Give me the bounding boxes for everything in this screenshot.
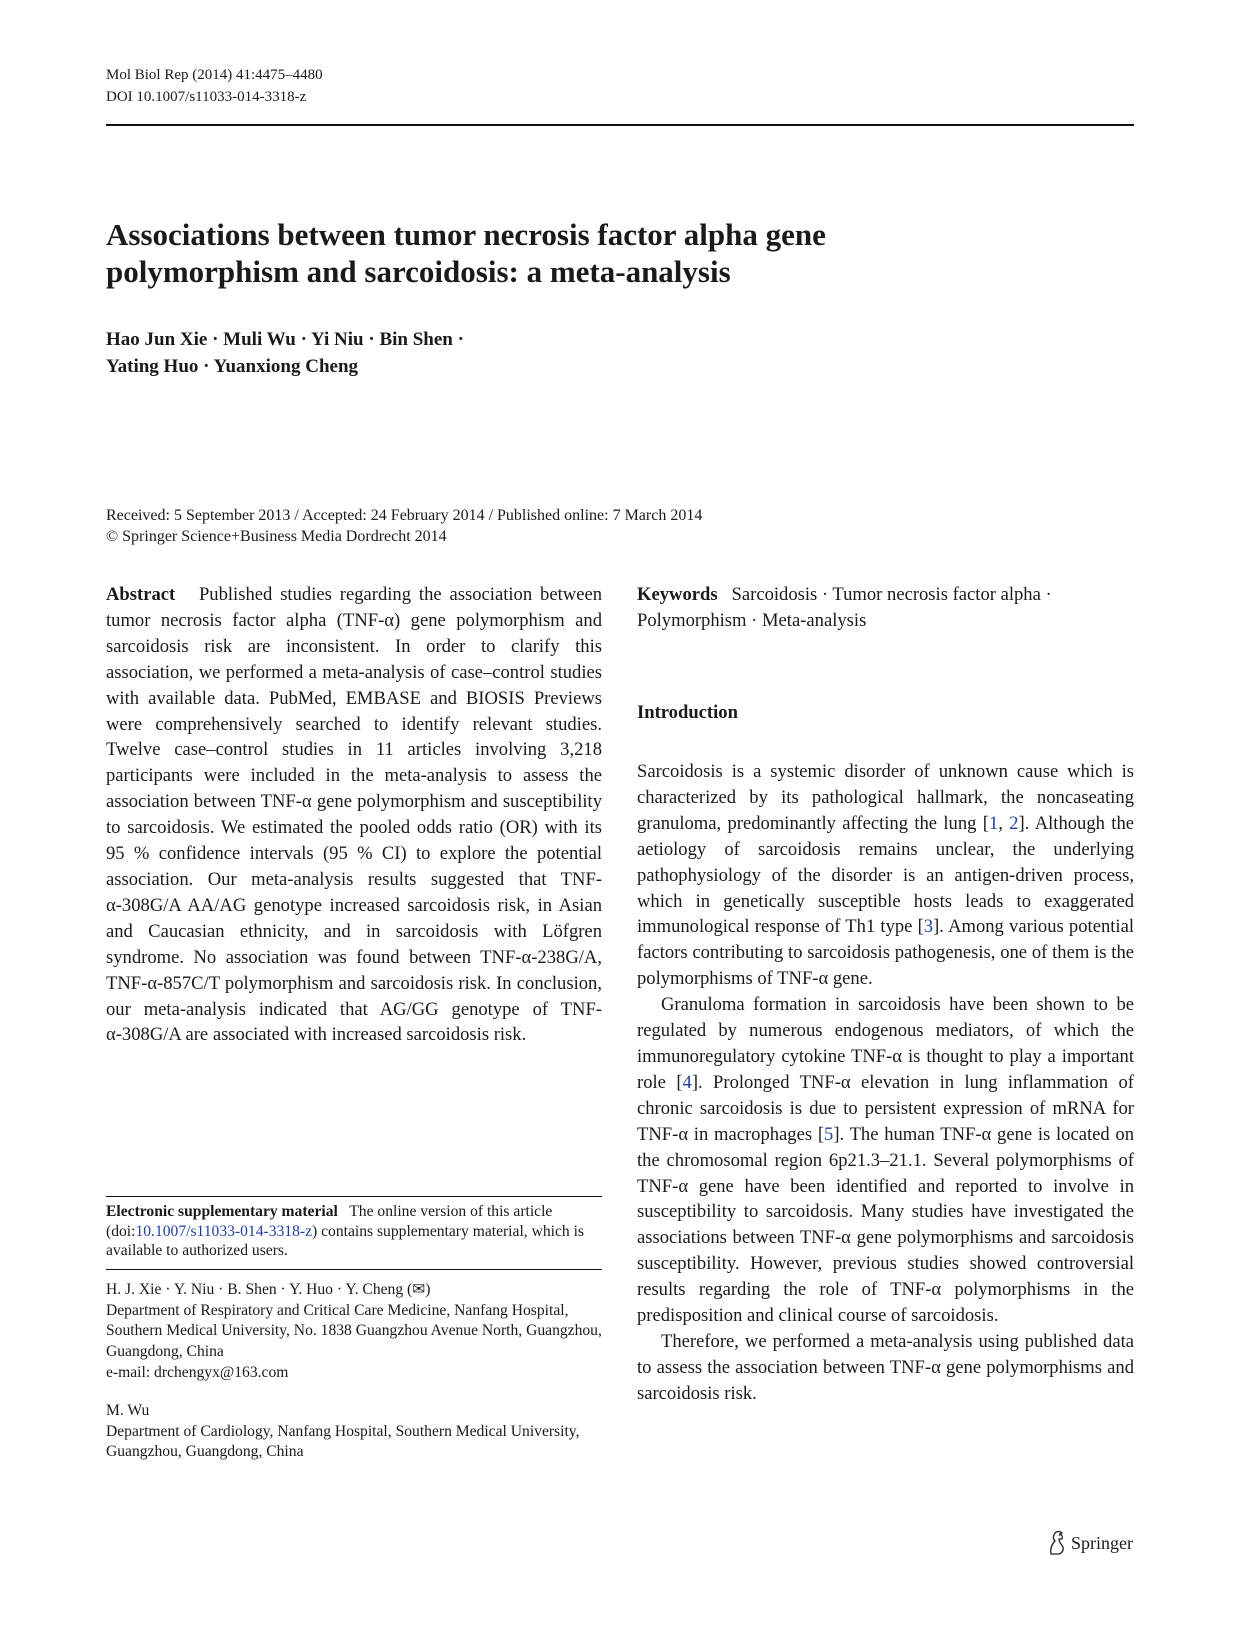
abstract-text: Published studies regarding the association between tumor necrosis factor alpha (TNF-α) gene polymorphism and sarcoidosis risk are inconsistent. In order to clarify this association, we performed a meta-analysis of case–control studies with available data. PubMed, EMBASE and BIOSIS Previews were comprehensively searched to identify relevant studies. Twelve case–control studies in 11 articles involving 3,218 participants were included in the meta-analysis to assess the association between TNF-α gene polymorphism and susceptibility to sarcoidosis. We estimated the pooled odds ratio (OR) with its 95 % confidence intervals (95 % CI) to explore the potential association. Our meta-analysis results suggested that TNF-α-308G/A AA/AG genotype increased sarcoidosis risk, in Asian and Caucasian ethnicity, and in sarcoidosis with Löfgren syndrome. No association was found between TNF-α-238G/A, TNF-α-857C/T polymorphism and sarcoidosis risk. In conclusion, our meta-analysis indicated that AG/GG genotype of TNF-α-308G/A are associated with increased sarcoidosis risk. (106, 584, 603, 1046)
affiliation-2-department: Department of Cardiology, Nanfang Hospital, Southern Medical University, Guangzhou, Guangdong, China (106, 1422, 580, 1461)
abstract-label: Abstract (106, 584, 176, 605)
header-rule (106, 124, 1134, 126)
title-line-2: polymorphism and sarcoidosis: a meta-analysis (106, 254, 731, 289)
supplementary-doi-link[interactable]: 10.1007/s11033-014-3318-z (135, 1222, 313, 1240)
affiliation-1-names: H. J. Xie · Y. Niu · B. Shen · Y. Huo · Y. Cheng (✉) (106, 1281, 431, 1298)
introduction-heading: Introduction (637, 702, 738, 723)
copyright-line: © Springer Science+Business Media Dordrecht 2014 (106, 528, 447, 545)
intro-p1-text-c: ]. Although the aetiology of sarcoidosis remains unclear, the underlying pathophysiology of the disorder is an antigen-driven process, which in genetically susceptible hosts leads to exaggerated immunological response of Th1 type [ (637, 812, 1134, 938)
intro-p2-text-a: Granuloma formation in sarcoidosis have been shown to be regulated by numerous endogenous mediators, of which the immunoregulatory cytokine TNF-α is thought to play a important role [ (637, 994, 1134, 1093)
citation-ref-3[interactable]: 3 (923, 916, 934, 938)
intro-p1-text-b: , (998, 812, 1010, 834)
publisher-name: Springer (1071, 1532, 1133, 1553)
supplementary-text-after: ) contains supplementary material, which is available to authorized users. (106, 1222, 584, 1259)
affiliation-group-2 (106, 1401, 602, 1463)
affiliation-1-department: Department of Respiratory and Critical Care Medicine, Nanfang Hospital, Southern Medical University, No. 1838 Guangzhou Avenue North, Guangzhou, Guangdong, China (106, 1301, 602, 1361)
keywords-text: Sarcoidosis · Tumor necrosis factor alpha · Polymorphism · Meta-analysis (637, 584, 1052, 631)
supplementary-label: Electronic supplementary material (106, 1203, 338, 1220)
intro-p2-text-c: ]. The human TNF-α gene is located on the chromosomal region 6p21.3–21.1. Several polymorphisms of TNF-α gene have been identified and reported to involve in susceptibility to sarcoidosis. Many studies have investigated the associations between TNF-α gene polymorphisms and sarcoidosis susceptibility. However, previous studies showed controversial results regarding the role of TNF-α polymorphisms in the predisposition and clinical course of sarcoidosis. (637, 1123, 1135, 1327)
intro-p1-text-a: Sarcoidosis is a systemic disorder of unknown cause which is characterized by its pathological hallmark, the noncaseating granuloma, predominantly affecting the lung [ (637, 761, 1134, 834)
authors (106, 326, 1006, 380)
article-title (106, 216, 1106, 290)
keywords-label: Keywords (637, 584, 718, 605)
supplementary-note (106, 1202, 602, 1261)
dates-line: Received: 5 September 2013 / Accepted: 24 February 2014 / Published online: 7 March 2014 (106, 507, 703, 524)
authors-line-1: Hao Jun Xie · Muli Wu · Yi Niu · Bin Shen · (106, 329, 464, 350)
authors-line-2: Yating Huo · Yuanxiong Cheng (106, 356, 359, 377)
intro-p2-text-b: ]. Prolonged TNF-α elevation in lung inflammation of chronic sarcoidosis is due to persistent expression of mRNA for TNF-α in macrophages [ (637, 1071, 1135, 1145)
intro-paragraph-3: Therefore, we performed a meta-analysis using published data to assess the association between TNF-α gene polymorphisms and sarcoidosis risk. (637, 1330, 1134, 1404)
citation-ref-5[interactable]: 5 (824, 1123, 834, 1145)
keywords (637, 582, 1134, 634)
citation-ref-2[interactable]: 2 (1009, 812, 1019, 834)
intro-paragraph-2 (637, 992, 1134, 1329)
journal-citation: Mol Biol Rep (2014) 41:4475–4480 (106, 67, 323, 83)
title-line-1: Associations between tumor necrosis factor alpha gene (106, 217, 826, 252)
affiliation-2-name: M. Wu (106, 1402, 150, 1419)
affiliation-group-1 (106, 1280, 602, 1384)
supplementary-text-before: The online version of this article (doi: (106, 1203, 553, 1240)
intro-paragraph-1 (637, 759, 1134, 992)
abstract (106, 582, 602, 1048)
affiliation-rule (106, 1269, 602, 1270)
publisher-logo (1045, 1530, 1133, 1556)
introduction-body (637, 759, 1134, 1407)
springer-horse-icon (1045, 1530, 1067, 1556)
affiliation-1-email[interactable]: e-mail: drchengyx@163.com (106, 1363, 289, 1381)
doi: DOI 10.1007/s11033-014-3318-z (106, 89, 307, 105)
publication-dates (106, 505, 1106, 547)
citation-ref-1[interactable]: 1 (988, 812, 999, 834)
footnote-rule (106, 1196, 602, 1197)
intro-p1-text-d: ]. Among various potential factors contributing to sarcoidosis pathogenesis, one of them is the polymorphisms of TNF-α gene. (637, 916, 1134, 990)
citation-ref-4[interactable]: 4 (682, 1071, 692, 1093)
